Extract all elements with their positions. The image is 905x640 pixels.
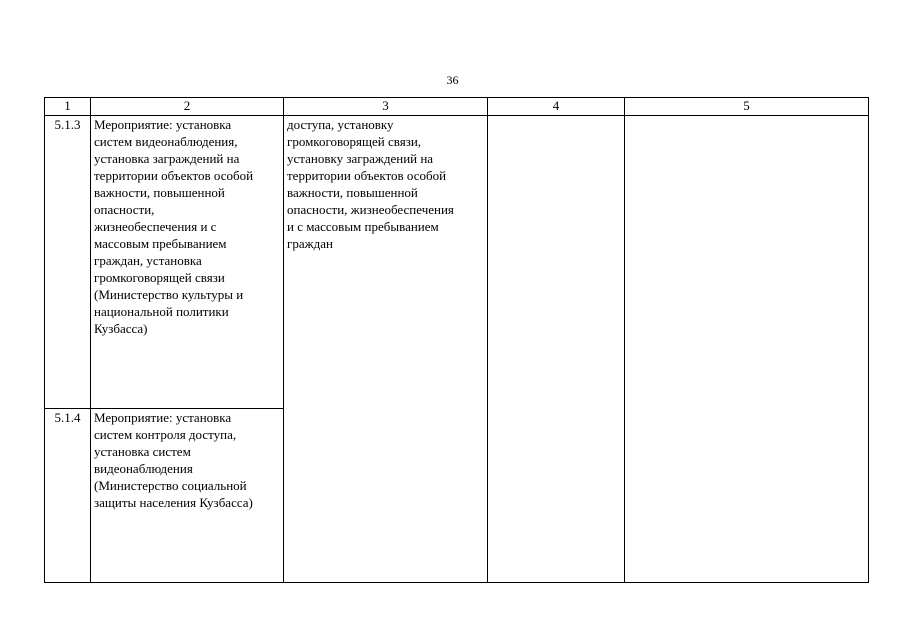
description-cell <box>284 116 488 583</box>
column-header-4: 4 <box>488 98 625 116</box>
row-number: 5.1.3 <box>45 116 91 409</box>
measures-table <box>44 97 869 583</box>
activity-cell <box>91 116 284 409</box>
activity-cell <box>91 409 284 583</box>
table-header-row <box>45 98 869 116</box>
description-text: доступа, установку громкоговорящей связи, установку заграждений на территории объектов особой важности, повышенной опасности, жизнеобеспечения и с массовым пребыванием граждан <box>287 117 454 251</box>
column-5-cell <box>625 116 869 583</box>
row-number: 5.1.4 <box>45 409 91 583</box>
column-4-cell <box>488 116 625 583</box>
column-header-2: 2 <box>91 98 284 116</box>
activity-text: Мероприятие: установка систем видеонаблюдения, установка заграждений на территории объектов особой важности, повышенной опасности, жизнеобеспечения и с массовым пребыванием граждан, установка громкоговорящей связи (Министерство культуры и национальной политики Кузбасса) <box>94 117 254 336</box>
column-header-3: 3 <box>284 98 488 116</box>
page-number: 36 <box>446 73 459 87</box>
activity-text: Мероприятие: установка систем контроля доступа, установка систем видеонаблюдения (Министерство социальной защиты населения Кузбасса) <box>94 410 253 510</box>
column-header-1: 1 <box>45 98 91 116</box>
column-header-5: 5 <box>625 98 869 116</box>
table-row <box>45 116 869 409</box>
